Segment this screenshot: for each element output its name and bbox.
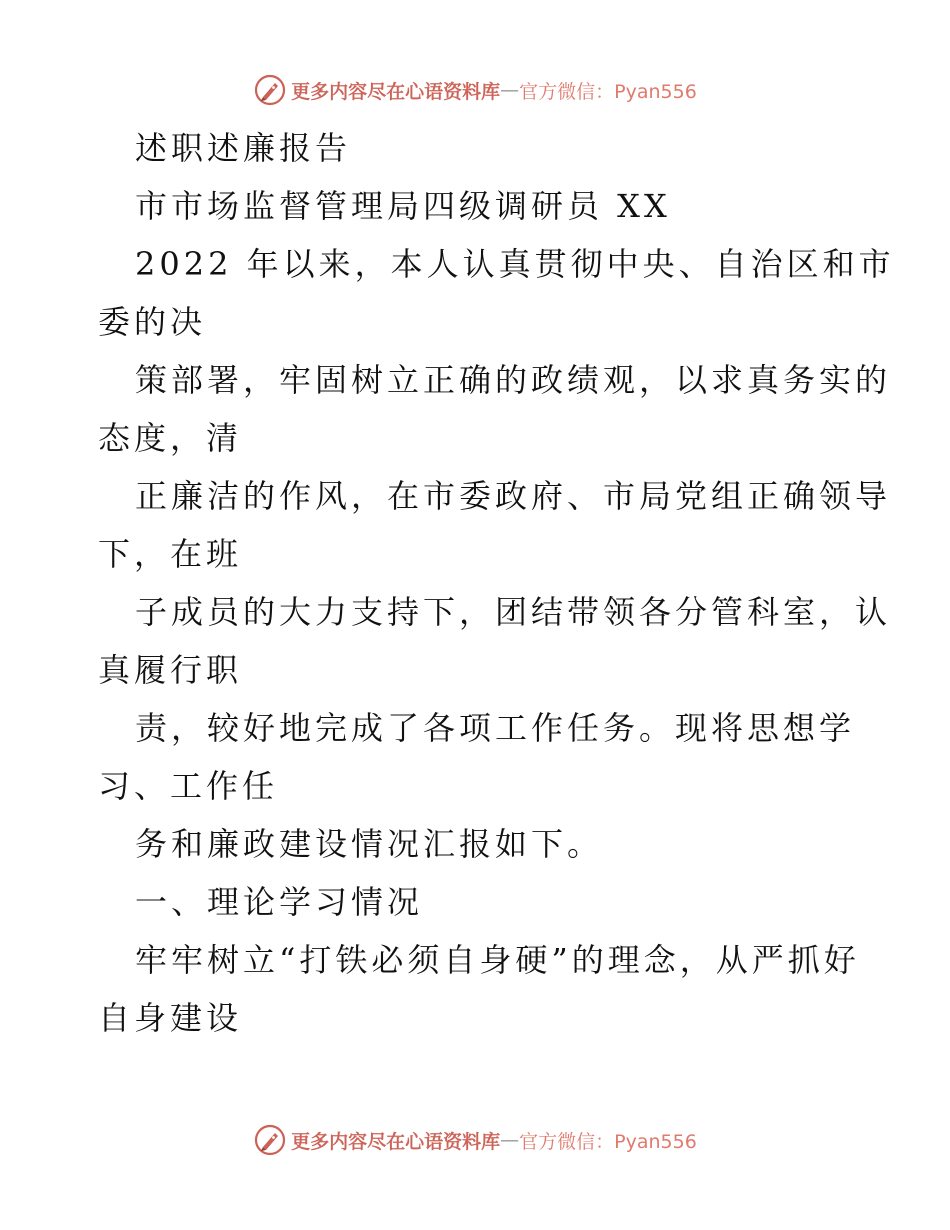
paragraph-line: 子成员的大力支持下，团结带领各分管科室，认 [135, 593, 892, 631]
paragraph-line: 策部署，牢固树立正确的政绩观，以求真务实的 [135, 361, 892, 399]
watermark-text: 更多内容尽在心语资料库 [291, 1130, 501, 1153]
watermark-separator: — [500, 79, 520, 101]
section-heading: 一、理论学习情况 [135, 883, 424, 921]
paragraph-line: 牢牢树立“打铁必须自身硬”的理念，从严抓好 [135, 941, 860, 979]
paragraph-line: 真履行职 [98, 651, 243, 689]
document-title: 述职述廉报告 [135, 129, 352, 167]
footer-watermark-banner [0, 1120, 950, 1160]
watermark-separator: — [500, 1129, 520, 1151]
pen-nib-icon [253, 1123, 287, 1157]
paragraph-line: 下，在班 [98, 535, 243, 573]
paragraph-line: 正廉洁的作风，在市委政府、市局党组正确领导 [135, 477, 892, 515]
paragraph-line: 2022 年以来，本人认真贯彻中央、自治区和市 [135, 245, 895, 283]
watermark-contact: 官方微信：Pyan556 [519, 1130, 697, 1153]
watermark-text: 更多内容尽在心语资料库 [291, 80, 501, 103]
paragraph-line: 态度，清 [98, 419, 243, 457]
watermark-contact: 官方微信：Pyan556 [519, 80, 697, 103]
author-line: 市市场监督管理局四级调研员 XX [135, 187, 671, 225]
paragraph-line: 自身建设 [98, 999, 243, 1037]
paragraph-line: 责，较好地完成了各项工作任务。现将思想学 [135, 709, 856, 747]
paragraph-line: 委的决 [98, 303, 207, 341]
paragraph-line: 务和廉政建设情况汇报如下。 [135, 825, 604, 863]
paragraph-line: 习、工作任 [98, 767, 279, 805]
